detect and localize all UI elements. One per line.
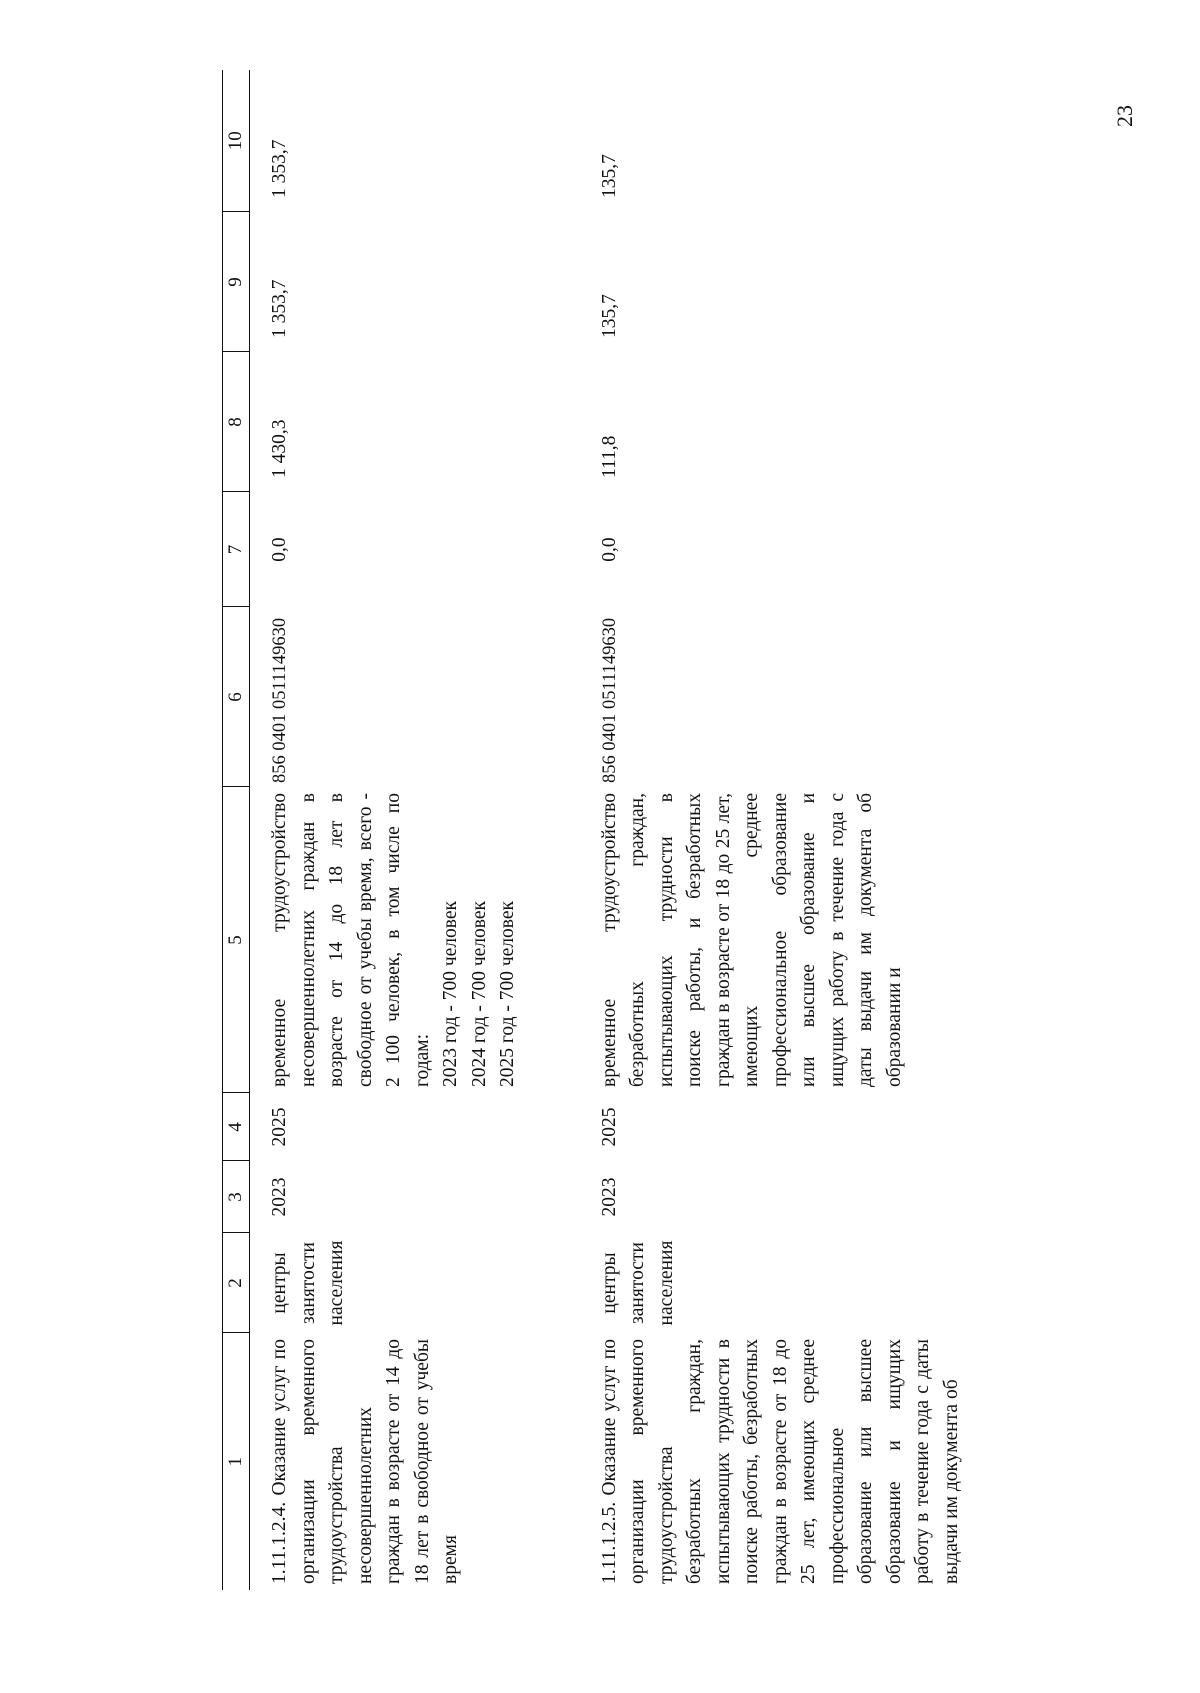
executor-cell: центры занятости населения xyxy=(598,1240,677,1326)
col-header-6: 6 xyxy=(223,607,250,787)
measure-name-cell: 1.11.1.2.5. Оказание услуг по организации временного трудоустройства безработных граждан, испытывающих трудности в поиске работы, безработных граждан в возрасте от 18 до 25 лет, имеющих среднее профессиональное образование или высшее образование и ищущих работу в течение года с даты выдачи им документа об xyxy=(598,1339,962,1584)
value-col7-cell: 0,0 xyxy=(598,537,620,562)
budget-code-cell: 856 0401 0511149630 xyxy=(599,617,620,783)
col-header-9: 9 xyxy=(223,212,250,352)
executor-cell: центры занятости населения xyxy=(269,1240,347,1326)
col-header-8: 8 xyxy=(223,352,250,492)
value-col7-cell: 0,0 xyxy=(269,537,290,562)
value-col8-cell: 111,8 xyxy=(598,435,620,478)
result-year-2023: 2023 год - 700 человек xyxy=(440,900,461,1087)
col-header-7: 7 xyxy=(223,492,250,607)
value-col9-cell: 1 353,7 xyxy=(269,279,290,338)
start-year-cell: 2023 xyxy=(269,1177,290,1217)
col-header-5: 5 xyxy=(223,787,250,1093)
page-number xyxy=(1108,96,1142,136)
col-header-10: 10 xyxy=(223,70,250,212)
result-year-2025: 2025 год - 700 человек xyxy=(497,900,518,1087)
result-text: временное трудоустройство несовершеннолетних граждан в возрасте от 14 до 18 лет в свободное от учебы время, всего - 2 100 человек, в том числе по годам: xyxy=(269,793,433,1087)
measure-name-cell: 1.11.1.2.4. Оказание услуг по организации временного трудоустройства несовершеннолетних граждан в возрасте от 14 до 18 лет в свободное от учебы время xyxy=(269,1339,461,1584)
result-year-2024: 2024 год - 700 человек xyxy=(468,900,490,1087)
program-measures-table xyxy=(222,70,966,1590)
start-year-cell: 2023 xyxy=(598,1177,620,1217)
end-year-cell: 2025 xyxy=(598,1107,620,1147)
col-header-1: 1 xyxy=(223,1333,250,1590)
col-header-3: 3 xyxy=(223,1161,250,1233)
col-header-2: 2 xyxy=(223,1233,250,1333)
end-year-cell: 2025 xyxy=(269,1107,290,1147)
value-col9-cell: 135,7 xyxy=(598,294,620,338)
expected-result-cell: временное трудоустройство безработных граждан, испытывающих трудности в поиске работы, и безработных граждан в возрасте от 18 до 25 лет, имеющих среднее профессиональное образование или высшее образование и ищущих работу в течение года с даты выдачи им документа об образовании и xyxy=(598,793,905,1087)
header-row xyxy=(223,70,250,1590)
rotated-table-sheet xyxy=(222,70,978,1590)
value-col10-cell: 135,7 xyxy=(598,154,620,198)
col-header-4: 4 xyxy=(223,1093,250,1161)
table-row xyxy=(580,70,967,1590)
value-col8-cell: 1 430,3 xyxy=(269,419,290,478)
page-number-text: 23 xyxy=(1112,105,1137,127)
value-col10-cell: 1 353,7 xyxy=(269,139,290,198)
expected-result-cell xyxy=(250,787,580,1093)
table-row xyxy=(250,70,580,1590)
budget-code-cell: 856 0401 0511149630 xyxy=(270,617,290,783)
